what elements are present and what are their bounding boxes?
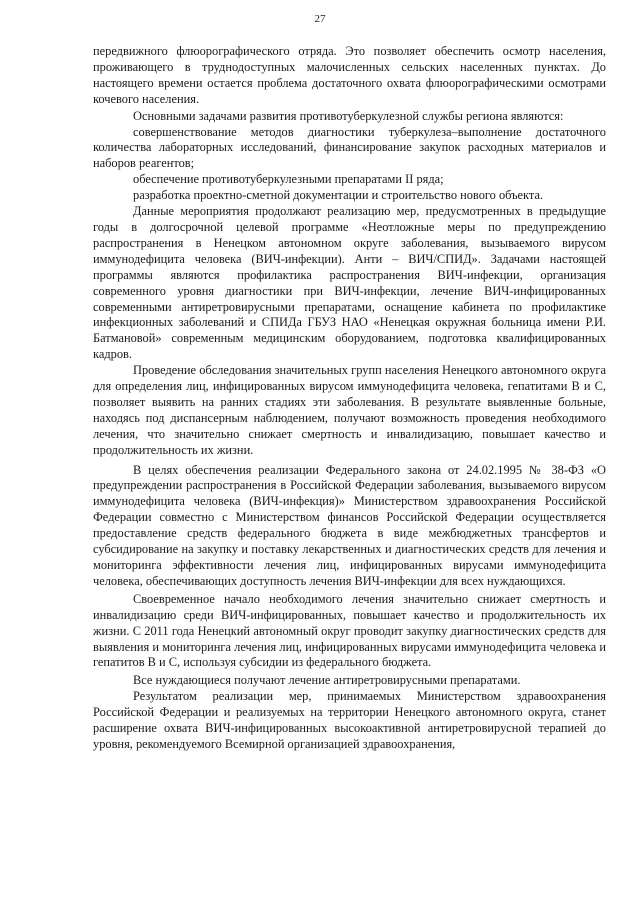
list-item: совершенствование методов диагностики туберкулеза–выполнение достаточного количества лабораторных исследований, финансирование закупок расходных материалов и наборов реагентов; [93,124,606,171]
paragraph: Все нуждающиеся получают лечение антиретровирусными препаратами. [133,673,521,688]
list-item: обеспечение противотуберкулезными препаратами II ряда; [133,172,444,187]
page-number: 27 [314,13,326,25]
paragraph: Данные мероприятия продолжают реализацию мер, предусмотренных в предыдущие годы в долгосрочной целевой программе «Неотложные меры по предупреждению распространения в Ненецком автономном округе заболевания, вызываемого вирусом иммунодефицита человека (ВИЧ-инфекции). Анти – ВИЧ/СПИД». Задачами настоящей программы являются профилактика распространения ВИЧ-инфекции, организация современного уровня диагностики при ВИЧ-инфекции, лечение ВИЧ-инфицированных современными антиретровирусными препаратами, оснащение кабинета по профилактике инфекционных заболеваний и СПИДа ГБУЗ НАО «Ненецкая окружная больница имени Р.И. Батмановой» современным медицинским оборудованием, подготовка квалифицированных кадров. [93,204,606,362]
document-body [93,44,606,753]
paragraph: Своевременное начало необходимого лечения значительно снижает смертность и инвалидизацию среди ВИЧ-инфицированных, повышает качество и продолжительность их жизни. С 2011 года Ненецкий автономный округ проводит закупку диагностических средств для выявления и мониторинга лечения лиц, инфицированных вирусами иммунодефицита человека и гепатитов В и С, используя субсидии из федерального бюджета. [93,591,606,670]
paragraph: В целях обеспечения реализации Федерального закона от 24.02.1995 № 38-ФЗ «О предупреждении распространения в Российской Федерации заболевания, вызываемого вирусом иммунодефицита человека (ВИЧ-инфекция)» Министерством здравоохранения Российской Федерации совместно с Министерством финансов Российской Федерации осуществляется предоставление средств федерального бюджета в виде межбюджетных трансфертов и субсидирование на закупку и поставку лекарственных и диагностических средств для лечения и мониторинга эффективности лечения лиц, инфицированных вирусами иммунодефицита человека, обеспечивающих доступность лечения ВИЧ-инфекции для всех нуждающихся. [93,462,606,588]
paragraph: Результатом реализации мер, принимаемых Министерством здравоохранения Российской Федерации и реализуемых на территории Ненецкого автономного округа, станет расширение охвата ВИЧ-инфицированных высокоактивной антиретровирусной терапией до уровня, рекомендуемого Всемирной организацией здравоохранения, [93,689,606,751]
paragraph: Основными задачами развития противотуберкулезной службы региона являются: [133,108,564,123]
paragraph: передвижного флюорографического отряда. Это позволяет обеспечить осмотр населения, проживающего в труднодоступных малочисленных сельских населенных пунктах. До настоящего времени остается проблема достаточного охвата флюорографическими осмотрами кочевого населения. [93,44,606,106]
paragraph: Проведение обследования значительных групп населения Ненецкого автономного округа для определения лиц, инфицированных вирусом иммунодефицита человека, гепатитами В и С, позволяет выявить на ранних стадиях эти заболевания. В результате выявленные больные, находясь под диспансерным наблюдением, получают возможность проведения необходимого лечения, что значительно снижает смертность и инвалидизацию, повышает качество и продолжительность их жизни. [93,363,606,457]
list-item: разработка проектно-сметной документации и строительство нового объекта. [133,188,544,203]
